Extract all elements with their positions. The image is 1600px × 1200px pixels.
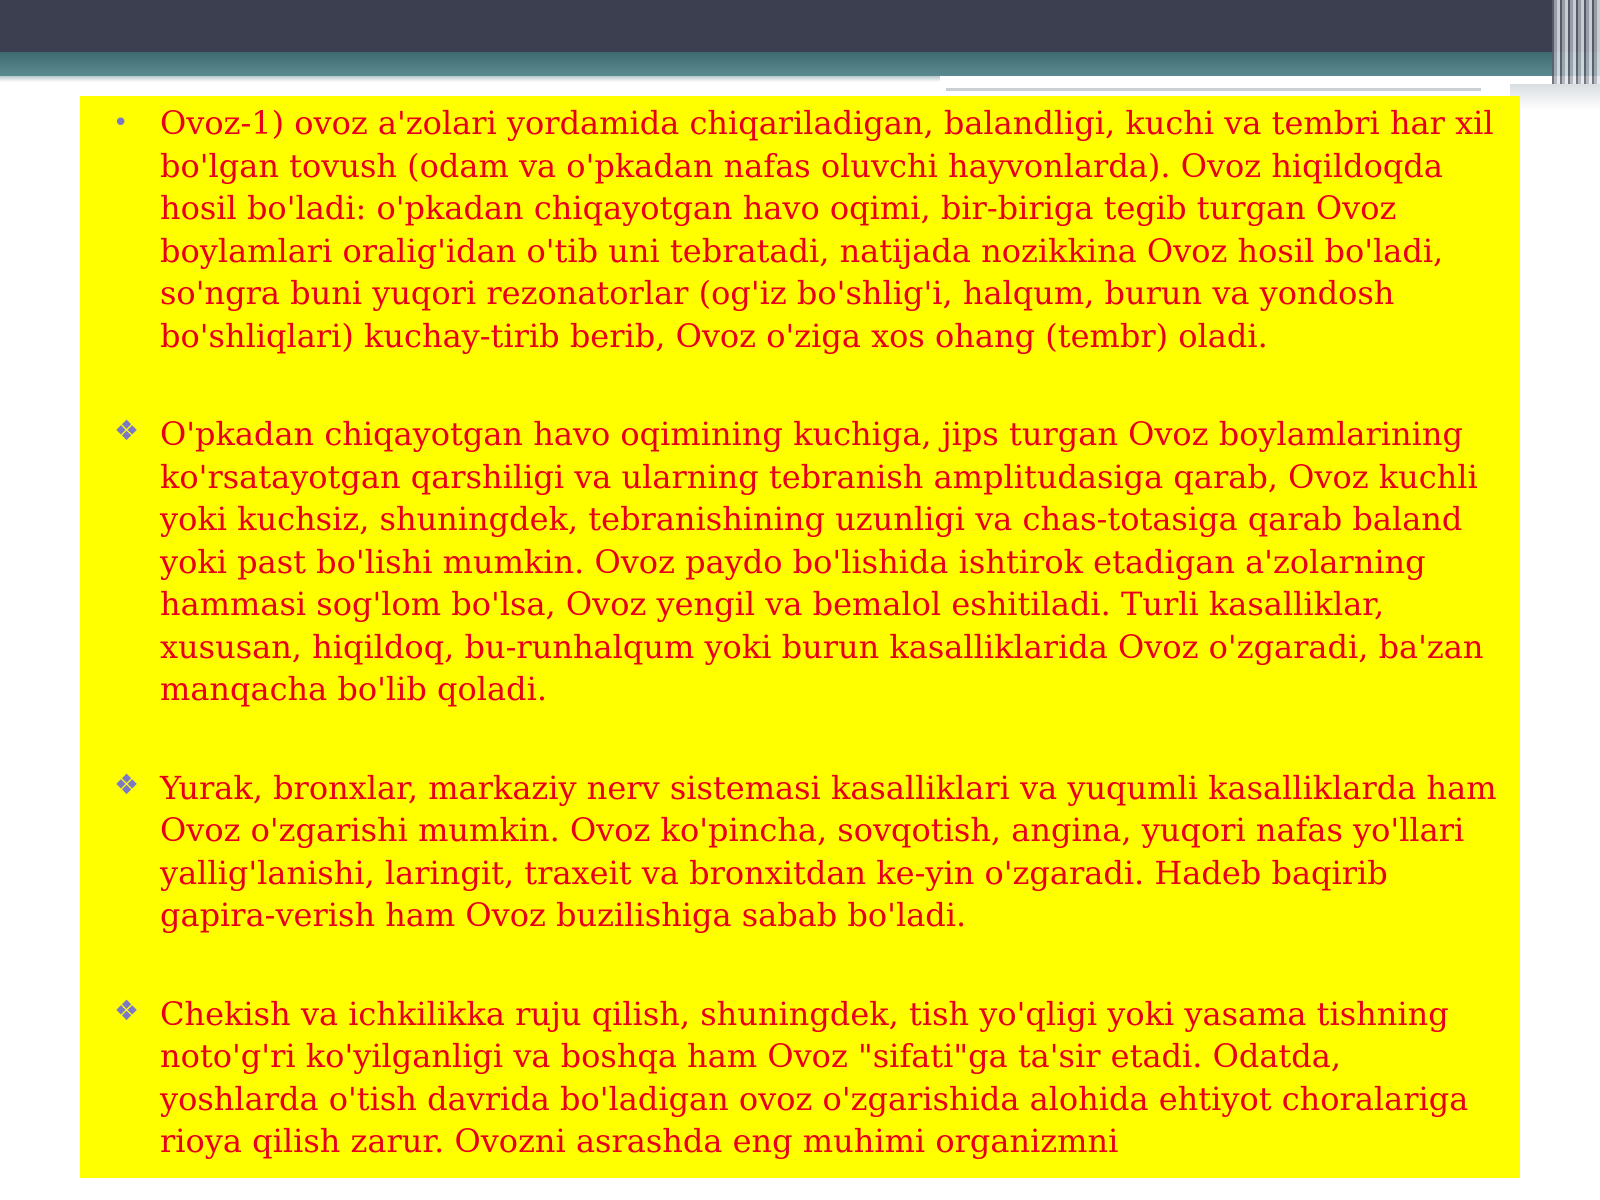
- diamond-bullet-icon: ❖: [114, 414, 140, 447]
- bullet-text: Yurak, bronxlar, markaziy nerv sistemasi kasalliklari va yuqumli kasalliklarda ham Ovoz o'zgarishi mumkin. Ovoz ko'pincha, sovqotish, angina, yuqori nafas yo'llari yallig'lanishi, laringit, traxeit va bronxitdan ke-yin o'zgaradi. Hadeb baqirib gapira-verish ham Ovoz buzilishiga sabab bo'ladi.: [160, 768, 1497, 934]
- header-shadow: [0, 76, 940, 82]
- slide-header-accent-band: [0, 52, 1600, 76]
- bullet-dot-icon: •: [113, 108, 129, 138]
- slide-header-bar: [0, 0, 1600, 52]
- decorative-edge-fade: [1510, 84, 1600, 110]
- header-divider-line: [946, 88, 1481, 91]
- bullet-item-4: [80, 993, 1520, 1163]
- bullet-text: O'pkadan chiqayotgan havo oqimining kuchiga, jips turgan Ovoz boylamlarining ko'rsatayotgan qarshiligi va ularning tebranish amplitudasiga qarab, Ovoz kuchli yoki kuchsiz, shuningdek, tebranishining uzunligi va chas-totasiga qarab baland yoki past bo'lishi mumkin. Ovoz paydo bo'lishida ishtirok etadigan a'zolarning hammasi sog'lom bo'lsa, Ovoz yengil va bemalol eshitiladi. Turli kasalliklar, xususan, hiqildoq, bu-runhalqum yoki burun kasalliklarida Ovoz o'zgaradi, ba'zan manqacha bo'lib qoladi.: [160, 415, 1484, 708]
- bullet-text: Chekish va ichkilikka ruju qilish, shuningdek, tish yo'qligi yoki yasama tishning noto'g'ri ko'yilganligi va boshqa ham Ovoz "sifati"ga ta'sir etadi. Odatda, yoshlarda o'tish davrida bo'ladigan ovoz o'zgarishida alohida ehtiyot choralariga rioya qilish zarur. Ovozni asrashda eng muhimi organizmni: [160, 994, 1469, 1160]
- diamond-bullet-icon: ❖: [114, 993, 140, 1027]
- bullet-item-2: [80, 413, 1520, 711]
- bullet-text: Ovoz-1) ovoz a'zolari yordamida chiqariladigan, balandligi, kuchi va tembri har xil bo'lgan tovush (odam va o'pkadan nafas oluvchi hayvonlarda). Ovoz hiqildoqda hosil bo'ladi: o'pkadan chiqayotgan havo oqimi, bir-biriga tegib turgan Ovoz boylamlari oralig'idan o'tib uni tebratadi, natijada nozikkina Ovoz hosil bo'ladi, so'ngra buni yuqori rezonatorlar (og'iz bo'shlig'i, halqum, burun va yondosh bo'shliqlari) kuchay-tirib berib, Ovoz o'ziga xos ohang (tembr) oladi.: [160, 104, 1494, 355]
- bullet-item-3: [80, 767, 1520, 937]
- slide-content: [80, 102, 1520, 1200]
- diamond-bullet-icon: ❖: [114, 767, 140, 801]
- bullet-item-1: [80, 102, 1520, 357]
